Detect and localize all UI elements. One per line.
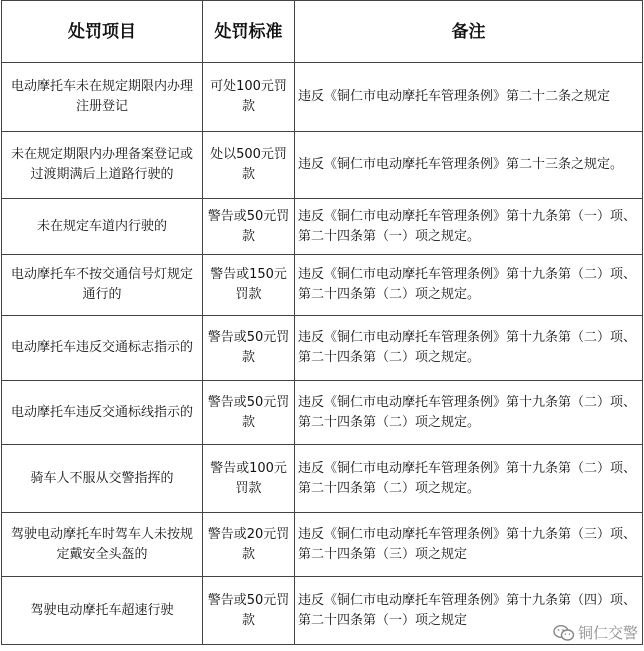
item-cell: 驾驶电动摩托车超速行驶 (2, 577, 203, 645)
table-row (2, 255, 643, 316)
header-note: 备注 (295, 1, 643, 63)
standard-cell: 警告或100元罚款 (203, 445, 295, 513)
note-cell: 违反《铜仁市电动摩托车管理条例》第十九条第（二）项、第二十四条第（二）项之规定。 (295, 381, 643, 445)
watermark-text: 铜仁交警 (577, 624, 638, 642)
standard-cell: 警告或50元罚款 (203, 577, 295, 645)
standard-cell: 警告或20元罚款 (203, 513, 295, 577)
watermark (553, 622, 638, 643)
note-cell: 违反《铜仁市电动摩托车管理条例》第十九条第（二）项、第二十四条第（二）项之规定。 (295, 316, 643, 381)
standard-cell: 警告或50元罚款 (203, 316, 295, 381)
table-row (2, 445, 643, 513)
item-cell: 未在规定车道内行驶的 (2, 199, 203, 255)
standard-cell: 警告或50元罚款 (203, 381, 295, 445)
item-cell: 驾驶电动摩托车时驾车人未按规定戴安全头盔的 (2, 513, 203, 577)
table-row (2, 199, 643, 255)
note-cell: 违反《铜仁市电动摩托车管理条例》第二十二条之规定 (295, 63, 643, 132)
note-cell: 违反《铜仁市电动摩托车管理条例》第十九条第（一）项、第二十四条第（一）项之规定。 (295, 199, 643, 255)
wechat-icon (553, 624, 575, 642)
note-cell: 违反《铜仁市电动摩托车管理条例》第十九条第（二）项、第二十四条第（二）项之规定。 (295, 255, 643, 316)
standard-cell: 处以500元罚款 (203, 132, 295, 199)
note-cell: 违反《铜仁市电动摩托车管理条例》第二十三条之规定。 (295, 132, 643, 199)
table-row (2, 63, 643, 132)
item-cell: 骑车人不服从交警指挥的 (2, 445, 203, 513)
table-row (2, 381, 643, 445)
standard-cell: 警告或150元罚款 (203, 255, 295, 316)
table-row (2, 577, 643, 645)
note-cell: 违反《铜仁市电动摩托车管理条例》第十九条第（三）项、第二十四条第（三）项之规定 (295, 513, 643, 577)
header-row (2, 1, 643, 63)
table-row (2, 316, 643, 381)
table-row (2, 132, 643, 199)
table-row (2, 513, 643, 577)
header-standard: 处罚标准 (203, 1, 295, 63)
note-cell: 违反《铜仁市电动摩托车管理条例》第十九条第（四）项、第二十四条第（一）项之规定 (295, 577, 643, 645)
item-cell: 电动摩托车不按交通信号灯规定通行的 (2, 255, 203, 316)
item-cell: 电动摩托车违反交通标线指示的 (2, 381, 203, 445)
standard-cell: 警告或50元罚款 (203, 199, 295, 255)
item-cell: 未在规定期限内办理备案登记或过渡期满后上道路行驶的 (2, 132, 203, 199)
header-item: 处罚项目 (2, 1, 203, 63)
standard-cell: 可处100元罚款 (203, 63, 295, 132)
item-cell: 电动摩托车违反交通标志指示的 (2, 316, 203, 381)
penalty-table (1, 0, 643, 645)
note-cell: 违反《铜仁市电动摩托车管理条例》第十九条第（二）项、第二十四条第（二）项之规定。 (295, 445, 643, 513)
item-cell: 电动摩托车未在规定期限内办理注册登记 (2, 63, 203, 132)
